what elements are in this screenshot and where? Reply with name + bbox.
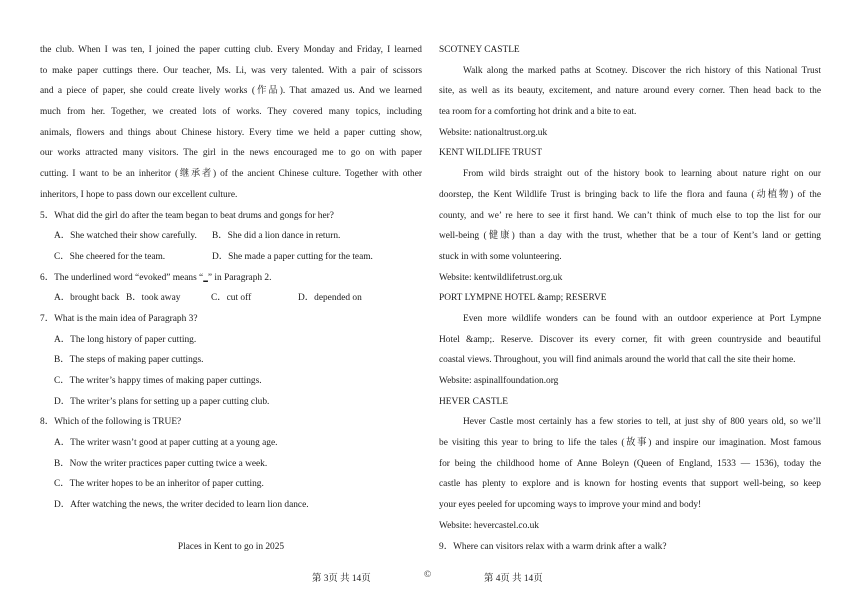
place-line: Walk along the marked paths at Scotney. Discover the rich history of this National Trust <box>463 65 821 76</box>
place-heading: SCOTNEY CASTLE <box>439 45 520 55</box>
option-c: C．The writer hopes to be an inheritor of paper cutting. <box>54 479 264 490</box>
place-scotney <box>439 40 821 143</box>
question-stem: 7．What is the main idea of Paragraph 3? <box>40 313 198 324</box>
option-c: C．The writer’s happy times of making paper cuttings. <box>54 376 262 386</box>
stem-text: ” in Paragraph 2. <box>207 272 272 283</box>
place-website: Website: hevercastel.co.uk <box>439 520 539 531</box>
question-9: 9．Where can visitors relax with a warm drink after a walk? <box>439 541 667 552</box>
place-line: county, and we’ re here to see it first hand. We can’t think of much else to top the list for our <box>439 210 821 221</box>
option-row <box>40 288 422 309</box>
page-number-left: 第 3页 共 14页 <box>312 574 371 584</box>
question-stem: 5．What did the girl do after the team began to beat drums and gongs for her? <box>40 210 334 221</box>
place-hever <box>439 392 821 537</box>
section-title: Places in Kent to go in 2025 <box>177 541 285 552</box>
question-5 <box>40 206 422 268</box>
paragraph-line: cutting. I want to be an inheritor (继承者) of the ancient Chinese culture. Together with other <box>40 169 422 180</box>
paragraph-line: much from her. Together, we created lots of works. They covered many topics, including <box>40 107 422 118</box>
place-line: Hotel &amp;. Reserve. Discover its every corner, fit with green countryside and beautiful <box>439 334 821 345</box>
option-b: B．She did a lion dance in return. <box>212 231 341 242</box>
spacer <box>40 516 422 537</box>
place-website: Website: kentwildlifetrust.org.uk <box>439 272 563 283</box>
place-line: coastal views. Throughout, you will find animals around the world that call the site their home. <box>439 355 796 366</box>
place-heading: PORT LYMPNE HOTEL &amp; RESERVE <box>439 293 607 304</box>
option-a: A．She watched their show carefully. <box>54 231 197 242</box>
option-a: A．The writer wasn’t good at paper cutting at a young age. <box>54 438 278 449</box>
option-d: D．After watching the news, the writer decided to learn lion dance. <box>54 500 309 511</box>
option-row <box>40 247 422 268</box>
place-kent-wildlife <box>439 143 821 288</box>
option-row <box>40 226 422 247</box>
passage-paragraph <box>40 40 422 206</box>
left-column <box>40 40 422 557</box>
option-b: B．took away <box>126 293 181 304</box>
place-line: doorstep, the Kent Wildlife Trust is bringing back to life the flora and fauna (动植物) of the <box>439 189 821 200</box>
paragraph-line: animals, flowers and things about Chinese history. Every time we held a paper cutting show, <box>40 127 422 138</box>
place-website: Website: aspinallfoundation.org <box>439 376 559 386</box>
place-line: for being the childhood home of Anne Boleyn (Queen of England, 1533 — 1536), today the <box>439 458 821 469</box>
place-line: Hever Castle most certainly has a few stories to tell, at just shy of 800 years old, so we’ll <box>463 417 821 428</box>
place-line: site, as well as its beauty, excitement, and nature around every corner. Then head back to the <box>439 86 821 97</box>
place-line: well-being (健康) than a day with the trust, whether that be a tour of Kent’s land or getting <box>439 231 821 242</box>
option-d: D．depended on <box>298 293 362 304</box>
option-c: C．cut off <box>211 293 252 304</box>
page-number-right: 第 4页 共 14页 <box>484 574 543 584</box>
option-c: C．She cheered for the team. <box>54 251 166 262</box>
place-line: be visiting this year to bring to life the tales (故事) and inspire our imagination. Most famous <box>439 438 821 449</box>
place-line: castle has plenty to explore and is known for hosting events that support well-being, so keep <box>439 479 821 490</box>
option-b: B．Now the writer practices paper cutting twice a week. <box>54 458 268 469</box>
paragraph-line: inheritors, I hope to pass down our excellent culture. <box>40 189 238 200</box>
question-7 <box>40 309 422 412</box>
copyright-icon: © <box>424 570 432 580</box>
option-a: A．brought back <box>54 293 120 304</box>
option-d: D．The writer’s plans for setting up a paper cutting club. <box>54 396 270 407</box>
place-line: tea room for a comforting hot drink and a bite to eat. <box>439 107 637 118</box>
place-line: stuck in with some volunteering. <box>439 251 562 262</box>
option-b: B．The steps of making paper cuttings. <box>54 355 204 366</box>
place-heading: HEVER CASTLE <box>439 396 509 407</box>
paragraph-line: to make paper cuttings there. Our teacher, Ms. Li, was very talented. With a pair of scissors <box>40 65 422 76</box>
right-column <box>439 40 821 557</box>
place-line: your eyes peeled for upcoming ways to improve your mind and body! <box>439 500 702 511</box>
option-a: A．The long history of paper cutting. <box>54 334 197 345</box>
place-port-lympne <box>439 288 821 391</box>
place-heading: KENT WILDLIFE TRUST <box>439 148 543 159</box>
question-stem: 8．Which of the following is TRUE? <box>40 417 182 428</box>
question-6 <box>40 268 422 309</box>
paragraph-line: and a piece of paper, she could create lively works (作品). That amazed us. And we learned <box>40 86 422 97</box>
underlined-blank: _ <box>203 272 208 283</box>
question-stem <box>40 268 422 289</box>
place-line: From wild birds straight out of the history book to learning about nature right on our <box>463 169 821 180</box>
place-website: Website: nationaltrust.org.uk <box>439 127 548 138</box>
question-8 <box>40 412 422 515</box>
stem-text: 6．The underlined word “evoked” means “ <box>40 272 204 283</box>
option-d: D．She made a paper cutting for the team. <box>212 251 373 262</box>
place-line: Even more wildlife wonders can be found with an outdoor experience at Port Lympne <box>463 313 821 324</box>
paragraph-line: the club. When I was ten, I joined the paper cutting club. Every Monday and Friday, I learned <box>40 45 422 55</box>
paragraph-line: our works attracted many visitors. The girl in the news encouraged me to go on with paper <box>40 148 422 159</box>
